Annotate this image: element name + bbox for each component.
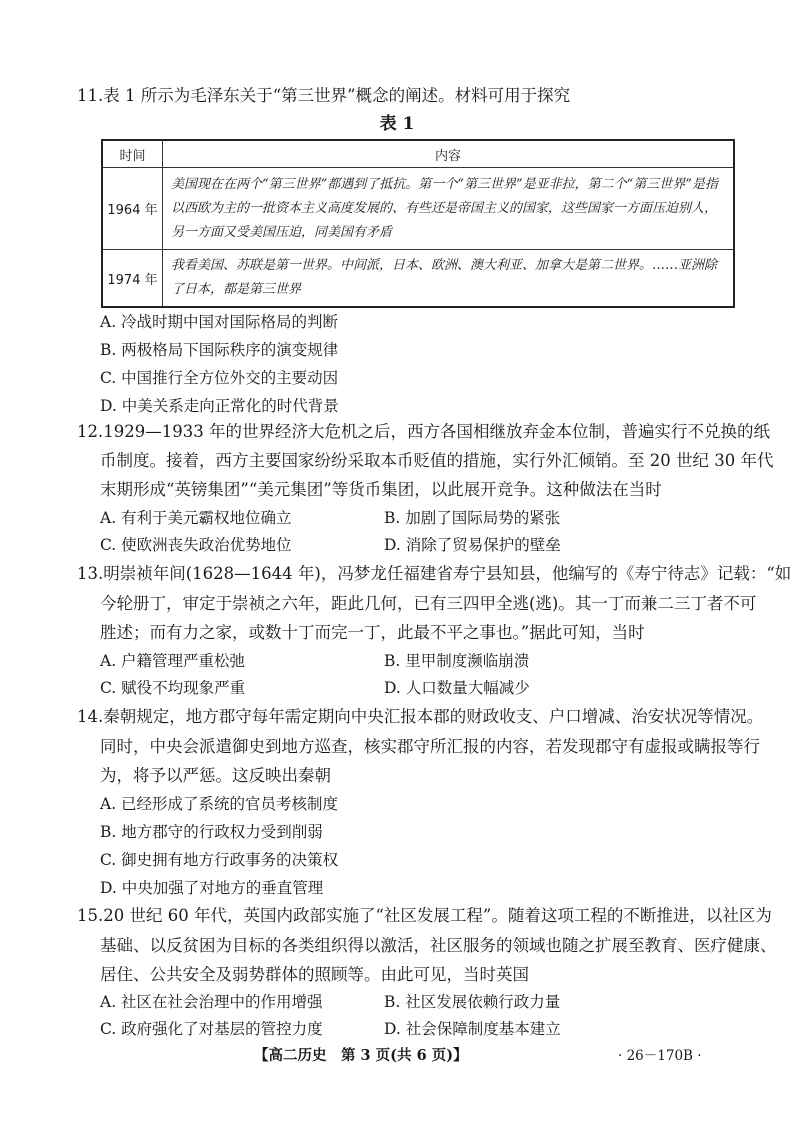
table-1-title: 表 1: [379, 114, 415, 134]
header-content: 内容: [163, 140, 735, 168]
q15-stem-line-1: 15.20 世纪 60 年代，英国内政部实施了“社区发展工程”。随着这项工程的不断推进，以社区为: [77, 906, 772, 925]
table-row: [102, 168, 734, 250]
q13-option-b[interactable]: B. 里甲制度濒临崩溃: [384, 652, 530, 670]
q15-option-d[interactable]: D. 社会保障制度基本建立: [384, 1020, 561, 1038]
q12-stem-line-1: 12.1929—1933 年的世界经济大危机之后，西方各国相继放弃金本位制，普遍实行不兑换的纸: [77, 422, 770, 441]
row-period: 1964 年: [102, 168, 163, 250]
q12-stem-line-3: 末期形成“英镑集团”“美元集团”等货币集团，以此展开竞争。这种做法在当时: [100, 480, 662, 499]
table-1: [101, 139, 735, 308]
q14-stem-line-3: 为，将予以严惩。这反映出秦朝: [100, 766, 331, 785]
q11-option-c[interactable]: C. 中国推行全方位外交的主要动因: [100, 369, 339, 387]
q11-option-d[interactable]: D. 中美关系走向正常化的时代背景: [100, 397, 339, 415]
q13-stem-line-3: 胜述；而有力之家，或数十丁而完一丁，此最不平之事也。”据此可知，当时: [100, 623, 645, 642]
q12-option-c[interactable]: C. 使欧洲丧失政治优势地位: [100, 536, 292, 554]
q13-stem-line-1: 13.明崇祯年间(1628—1644 年)，冯梦龙任福建省寿宁县知县，他编写的《寿宁待志》记载：“如: [77, 564, 792, 583]
q15-option-c[interactable]: C. 政府强化了对基层的管控力度: [100, 1020, 323, 1038]
q15-option-b[interactable]: B. 社区发展依赖行政力量: [384, 993, 561, 1011]
q13-option-c[interactable]: C. 赋役不均现象严重: [100, 679, 246, 697]
footer-page-label: 【高二历史 第 3 页(共 6 页)】: [254, 1047, 468, 1064]
q14-stem-line-2: 同时，中央会派遣御史到地方巡查，核实郡守所汇报的内容，若发现郡守有虚报或瞒报等行: [100, 737, 760, 756]
q14-stem-line-1: 14.秦朝规定，地方郡守每年需定期向中央汇报本郡的财政收支、户口增减、治安状况等情况。: [77, 707, 764, 726]
q15-stem-line-3: 居住、公共安全及弱势群体的照顾等。由此可见，当时英国: [100, 965, 529, 984]
footer-exam-code: · 26－170B ·: [618, 1048, 702, 1064]
row-content: 美国现在在两个“第三世界”都遇到了抵抗。第一个“第三世界”是亚非拉，第二个“第三世界”是指以西欧为主的一批资本主义高度发展的、有些还是帝国主义的国家，这些国家一方面压迫别人，另一方面又受美国压迫，同美国有矛盾: [163, 168, 735, 250]
q15-option-a[interactable]: A. 社区在社会治理中的作用增强: [100, 993, 323, 1011]
q13-option-a[interactable]: A. 户籍管理严重松弛: [100, 652, 246, 670]
q11-stem: 11.表 1 所示为毛泽东关于“第三世界”概念的阐述。材料可用于探究: [77, 86, 571, 105]
q14-option-c[interactable]: C. 御史拥有地方行政事务的决策权: [100, 851, 339, 869]
q12-option-a[interactable]: A. 有利于美元霸权地位确立: [100, 509, 292, 527]
q14-option-d[interactable]: D. 中央加强了对地方的垂直管理: [100, 879, 324, 897]
q11-option-b[interactable]: B. 两极格局下国际秩序的演变规律: [100, 341, 339, 359]
q11-option-a[interactable]: A. 冷战时期中国对国际格局的判断: [100, 313, 339, 331]
q12-stem-line-2: 币制度。接着，西方主要国家纷纷采取本币贬值的措施，实行外汇倾销。至 20 世纪 30 年代: [100, 451, 774, 470]
table-row: [102, 250, 734, 308]
q15-stem-line-2: 基础、以反贫困为目标的各类组织得以激活，社区服务的领域也随之扩展至教育、医疗健康、: [100, 936, 777, 955]
q12-option-b[interactable]: B. 加剧了国际局势的紧张: [384, 509, 561, 527]
q14-option-a[interactable]: A. 已经形成了系统的官员考核制度: [100, 795, 339, 813]
row-content: 我看美国、苏联是第一世界。中间派，日本、欧洲、澳大利亚、加拿大是第二世界。……亚洲除了日本，都是第三世界: [163, 250, 735, 308]
q12-option-d[interactable]: D. 消除了贸易保护的壁垒: [384, 536, 561, 554]
row-period: 1974 年: [102, 250, 163, 308]
q13-stem-line-2: 今轮册丁，审定于崇祯之六年，距此几何，已有三四甲全逃(逃)。其一丁而兼二三丁者不可: [100, 594, 757, 613]
header-period: 时间: [102, 140, 163, 168]
table-header-row: [102, 140, 734, 168]
q13-option-d[interactable]: D. 人口数量大幅减少: [384, 679, 530, 697]
q14-option-b[interactable]: B. 地方郡守的行政权力受到削弱: [100, 823, 323, 841]
